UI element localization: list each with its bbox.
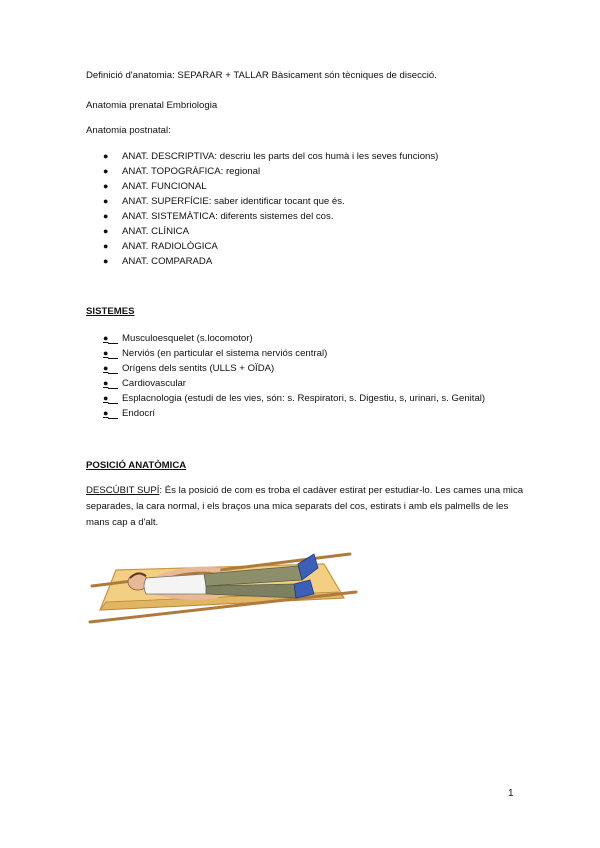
bullet-icon: ● xyxy=(103,331,118,346)
list-item: ● Esplacnologia (estudi de les vies, són: s. Respiratori, s. Digestiu, s, urinari, s. Genital) xyxy=(103,393,486,404)
list-item: ● Musculoesquelet (s.locomotor) xyxy=(103,333,253,344)
sistemes-heading: SISTEMES xyxy=(86,306,135,317)
list-item: ● Orígens dels sentits (ULLS + OÏDA) xyxy=(103,363,275,374)
list-item: ● ANAT. COMPARADA xyxy=(103,256,213,267)
bullet-icon: ● xyxy=(103,256,109,266)
list-item: ● ANAT. DESCRIPTIVA: descriu les parts del cos humà i les seves funcions) xyxy=(103,151,439,162)
anatomical-position-illustration xyxy=(88,540,360,626)
sistemes-list xyxy=(103,331,485,421)
bullet-icon: ● xyxy=(103,346,118,361)
posicio-text: : És la posició de com es troba el cadàver estirat per estudiar-lo. Les cames una mica separades, la cara normal, i els braços una mica separats del cos, estirats i amb els palmells de les mans cap a d'alt. xyxy=(86,485,524,528)
postnatal-list xyxy=(103,149,438,269)
definition-line: Definició d'anatomia: SEPARAR + TALLAR Bàsicament són tècniques de disecció. xyxy=(86,70,437,81)
bullet-icon: ● xyxy=(103,181,109,191)
list-item: ● ANAT. RADIOLÒGICA xyxy=(103,241,218,252)
posicio-term: DESCÚBIT SUPÍ xyxy=(86,485,160,496)
list-item: ● ANAT. SISTEMÀTICA: diferents sistemes del cos. xyxy=(103,211,334,222)
list-item: ● ANAT. CLÍNICA xyxy=(103,226,189,237)
bullet-icon: ● xyxy=(103,166,109,176)
posicio-heading: POSICIÓ ANATÒMICA xyxy=(86,460,187,471)
bullet-icon: ● xyxy=(103,361,118,376)
list-item: ● Endocrí xyxy=(103,408,156,419)
list-item: ● ANAT. SUPERFÍCIE: saber identificar tocant que és. xyxy=(103,196,345,207)
bullet-icon: ● xyxy=(103,211,109,221)
stretcher-figure-icon xyxy=(88,540,360,626)
bullet-icon: ● xyxy=(103,226,109,236)
list-item: ● Nerviós (en particular el sistema nerviós central) xyxy=(103,348,328,359)
bullet-icon: ● xyxy=(103,406,118,421)
bullet-icon: ● xyxy=(103,151,109,161)
bullet-icon: ● xyxy=(103,196,109,206)
list-item: ● ANAT. FUNCIONAL xyxy=(103,181,207,192)
postnatal-line: Anatomia postnatal: xyxy=(86,125,171,136)
prenatal-line: Anatomia prenatal Embriologia xyxy=(86,100,218,111)
list-item: ● Cardiovascular xyxy=(103,378,186,389)
bullet-icon: ● xyxy=(103,241,109,251)
page-number: 1 xyxy=(508,788,514,799)
posicio-paragraph xyxy=(86,483,526,531)
bullet-icon: ● xyxy=(103,376,118,391)
list-item: ● ANAT. TOPOGRÀFICA: regional xyxy=(103,166,261,177)
bullet-icon: ● xyxy=(103,391,118,406)
